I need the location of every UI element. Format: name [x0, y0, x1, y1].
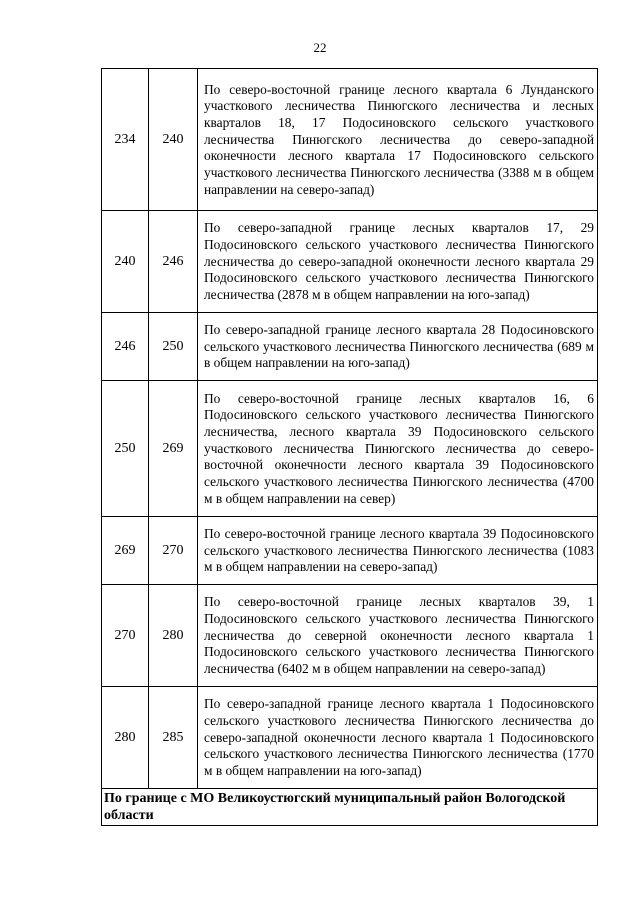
- from-point: 246: [102, 313, 149, 381]
- boundary-table: [101, 68, 598, 826]
- from-point: 269: [102, 517, 149, 585]
- table-row: [102, 69, 598, 211]
- to-point: 269: [149, 381, 198, 517]
- table-row: [102, 585, 598, 687]
- table-row: [102, 687, 598, 789]
- table-row: [102, 381, 598, 517]
- from-point: 240: [102, 211, 149, 313]
- page-number: 22: [313, 40, 327, 55]
- to-point: 250: [149, 313, 198, 381]
- boundary-description: По северо-восточной границе лесного квартала 39 Подосиновского сельского участкового лесничества Пинюгского лесничества (1083 м в общем направлении на северо-запад): [204, 525, 594, 575]
- table-row: [102, 211, 598, 313]
- from-point: 280: [102, 687, 149, 789]
- to-point: 240: [149, 69, 198, 211]
- boundary-description: По северо-западной границе лесного квартала 28 Подосиновского сельского участкового лесничества Пинюгского лесничества (689 м в общем направлении на юго-запад): [204, 321, 594, 371]
- table-row: [102, 517, 598, 585]
- from-point: 270: [102, 585, 149, 687]
- boundary-description: По северо-восточной границе лесных кварталов 16, 6 Подосиновского сельского участкового лесничества Пинюгского лесничества, лесного квартала 39 Подосиновского сельского участкового лесничества Пинюгского лесничества до северо-восточной оконечности лесного квартала 39 Подосиновского сельского участкового лесничества Пинюгского лесничества (4700 м в общем направлении на север): [204, 390, 594, 506]
- table-row: [102, 313, 598, 381]
- to-point: 285: [149, 687, 198, 789]
- section-footer-row: [102, 789, 598, 826]
- to-point: 270: [149, 517, 198, 585]
- section-footer: По границе с МО Великоустюгский муниципальный район Вологодской области: [102, 789, 598, 826]
- boundary-description: По северо-западной границе лесного квартала 1 Подосиновского сельского участкового лесничества Пинюгского лесничества до северо-западной оконечности лесного квартала 1 Подосиновского сельского участкового лесничества Пинюгского лесничества (1770 м в общем направлении на юго-запад): [204, 696, 594, 779]
- from-point: 234: [102, 69, 149, 211]
- boundary-description: По северо-западной границе лесных кварталов 17, 29 Подосиновского сельского участкового лесничества Пинюгского лесничества до северо-западной оконечности лесного квартала 29 Подосиновского сельского участкового лесничества Пинюгского лесничества (2878 м в общем направлении на юго-запад): [204, 220, 594, 303]
- from-point: 250: [102, 381, 149, 517]
- to-point: 280: [149, 585, 198, 687]
- to-point: 246: [149, 211, 198, 313]
- boundary-description: По северо-восточной границе лесного квартала 6 Лунданского участкового лесничества Пинюгского лесничества и лесных кварталов 18, 17 Подосиновского сельского участкового лесничества Пинюгского лесничества до северо-западной оконечности лесного квартала 17 Подосиновского сельского участкового лесничества Пинюгского лесничества (3388 м в общем направлении на северо-запад): [204, 81, 594, 197]
- boundary-description: По северо-восточной границе лесных кварталов 39, 1 Подосиновского сельского участкового лесничества Пинюгского лесничества до северной оконечности лесного квартала 1 Подосиновского сельского участкового лесничества Пинюгского лесничества (6402 м в общем направлении на северо-запад): [204, 594, 594, 677]
